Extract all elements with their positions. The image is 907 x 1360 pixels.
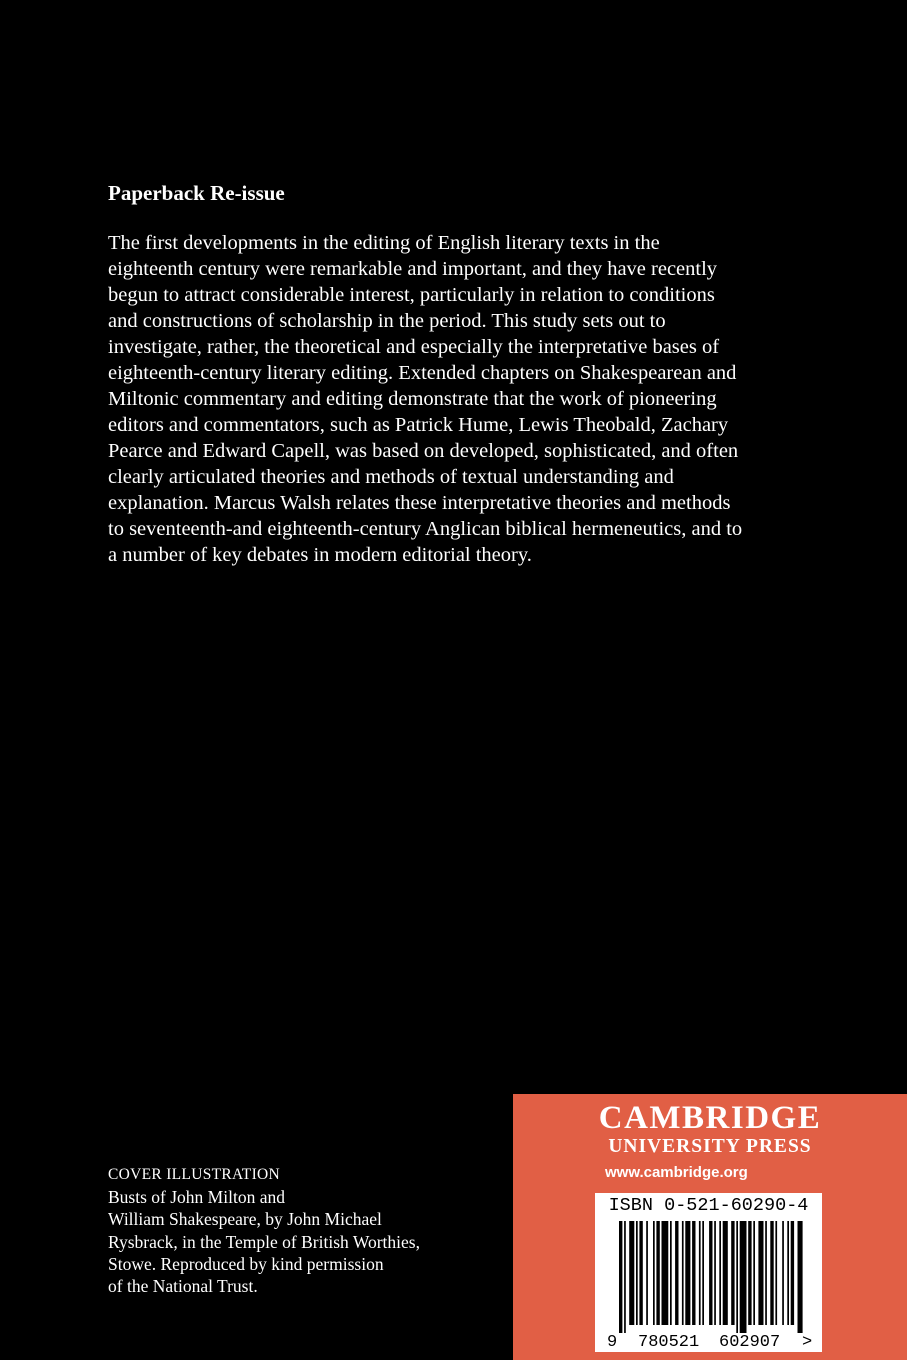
publisher-logo-name: CAMBRIDGE (598, 1100, 822, 1136)
credit-line: William Shakespeare, by John Michael (108, 1209, 382, 1230)
barcode-bar (791, 1221, 794, 1325)
barcode-bar (662, 1221, 669, 1325)
credit-line: Busts of John Milton and (108, 1187, 285, 1208)
description-line: Pearce and Edward Capell, was based on developed, sophisticated, and often (108, 440, 739, 462)
description-line: and constructions of scholarship in the period. This study sets out to (108, 310, 666, 332)
barcode-box (595, 1193, 822, 1352)
description-line: Miltonic commentary and editing demonstrate that the work of pioneering (108, 388, 717, 410)
publisher-url: www.cambridge.org (605, 1164, 748, 1181)
description-line: eighteenth-century literary editing. Extended chapters on Shakespearean and (108, 362, 737, 384)
barcode-bar (787, 1221, 789, 1325)
barcode-bar (775, 1221, 777, 1325)
barcode-bar (782, 1221, 784, 1325)
description-line: to seventeenth-and eighteenth-century Anglican biblical hermeneutics, and to (108, 518, 743, 540)
isbn-text: ISBN 0-521-60290-4 (608, 1195, 809, 1216)
book-description (108, 230, 808, 568)
barcode-bar (719, 1221, 721, 1325)
barcode-bar (709, 1221, 712, 1325)
cover-illustration-label: COVER ILLUSTRATION (108, 1166, 281, 1183)
barcode-bar (682, 1221, 684, 1325)
barcode-bar (765, 1221, 767, 1325)
description-line: begun to attract considerable interest, particularly in relation to conditions (108, 284, 715, 306)
barcode-bar (748, 1221, 751, 1325)
barcode-bar (702, 1221, 704, 1325)
barcode-bar (629, 1221, 634, 1325)
barcode-bar (639, 1221, 642, 1325)
description-line: explanation. Marcus Walsh relates these interpretative theories and methods (108, 492, 731, 514)
barcode-bar (740, 1221, 747, 1333)
description-line: eighteenth century were remarkable and important, and they have recently (108, 258, 718, 280)
barcode-bar (798, 1221, 803, 1333)
publisher-logo-press: UNIVERSITY PRESS (608, 1136, 812, 1157)
barcode-quiet-mark: > (802, 1333, 813, 1352)
barcode-bar (736, 1221, 738, 1333)
barcode-digits-right: 602907 (719, 1333, 781, 1352)
publisher-panel (513, 1094, 907, 1360)
credit-line: Stowe. Reproduced by kind permission (108, 1253, 384, 1274)
barcode-bar (770, 1221, 773, 1325)
description-line: a number of key debates in modern editorial theory. (108, 544, 532, 566)
barcode-bar (685, 1221, 690, 1325)
barcode-bar (653, 1221, 655, 1325)
barcode-bar (656, 1221, 659, 1325)
description-line: investigate, rather, the theoretical and especially the interpretative bases of (108, 336, 720, 358)
barcode-image (595, 1193, 822, 1352)
barcode-bar (753, 1221, 755, 1325)
barcode-bar (646, 1221, 648, 1325)
section-heading: Paperback Re-issue (108, 181, 285, 205)
credit-line: of the National Trust. (108, 1276, 258, 1297)
barcode-bar (758, 1221, 763, 1325)
barcode-bar (723, 1221, 728, 1325)
barcode-bar (699, 1221, 701, 1325)
barcode-bar (714, 1221, 716, 1325)
description-line: clearly articulated theories and methods of textual understanding and (108, 466, 674, 488)
barcode-bar (692, 1221, 695, 1325)
barcode-digits-left: 780521 (638, 1333, 700, 1352)
barcode-bar (670, 1221, 672, 1325)
barcode-digit-lead: 9 (607, 1333, 618, 1352)
description-line: editors and commentators, such as Patrick Hume, Lewis Theobald, Zachary (108, 414, 729, 436)
barcode-bar (636, 1221, 638, 1325)
barcode-bar (731, 1221, 734, 1325)
barcode-bar (675, 1221, 678, 1325)
barcode-bar (624, 1221, 626, 1333)
description-line: The first developments in the editing of English literary texts in the (108, 232, 660, 254)
cover-illustration-credit (108, 1164, 488, 1297)
credit-line: Rysbrack, in the Temple of British Worthies, (108, 1231, 420, 1252)
barcode-bar (619, 1221, 622, 1333)
